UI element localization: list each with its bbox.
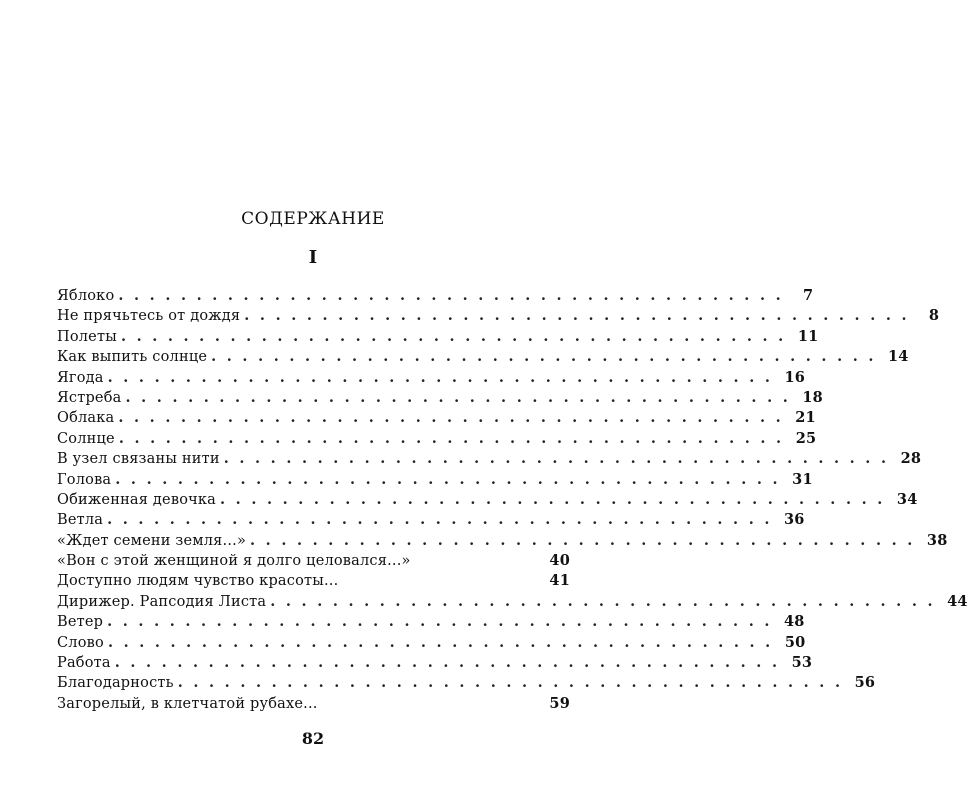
- toc-entry-title: Дирижер. Рапсодия Листа: [57, 594, 270, 610]
- page-number: 82: [301, 729, 325, 748]
- toc-entry: [57, 592, 968, 613]
- toc-entry-page: 21: [795, 409, 816, 427]
- toc-entry: [57, 287, 814, 307]
- toc-entry-title: Ветер: [57, 614, 107, 630]
- toc-entry: [57, 490, 918, 511]
- toc-entry-title: Загорелый, в клетчатой рубахе...: [57, 696, 322, 712]
- toc-entry-page: 41: [549, 572, 570, 590]
- toc-entry-page: 38: [926, 531, 948, 549]
- toc-entry-page: 11: [797, 327, 819, 345]
- toc-entry: [57, 409, 816, 429]
- dot-leader: ...........................................: [177, 674, 851, 692]
- dot-leader: ...........................................: [118, 429, 792, 447]
- toc-entry-title: Обиженная девочка: [57, 492, 220, 508]
- toc-entry: [57, 511, 805, 531]
- toc-entry-page: 28: [900, 450, 922, 468]
- toc-entry: [57, 429, 817, 450]
- toc-entry-page: 31: [792, 470, 813, 488]
- toc-entry-page: 50: [784, 633, 806, 651]
- dot-leader: ...........................................: [107, 368, 781, 386]
- dot-leader: ...........................................: [120, 327, 794, 345]
- toc-entry-title: Ягода: [57, 370, 108, 386]
- toc-entry-title: Яблоко: [57, 288, 118, 304]
- toc-entry-page: 34: [896, 490, 918, 508]
- dot-leader: ...........................................: [270, 592, 944, 610]
- toc-entry: [57, 348, 909, 368]
- toc-entry-title: Слово: [57, 635, 108, 651]
- toc-entry: [57, 552, 570, 572]
- toc-entry: [57, 470, 813, 491]
- toc-entry-title: Благодарность: [57, 675, 178, 691]
- toc-entry-title: Ветла: [57, 512, 107, 528]
- dot-leader: ...........................................: [125, 388, 799, 406]
- toc-entry: [57, 633, 806, 654]
- toc-entry-title: «Ждет семени земля...»: [57, 533, 250, 549]
- toc-entry-page: 40: [549, 552, 570, 570]
- toc-entry-title: Солнце: [57, 431, 119, 447]
- toc-entry-page: 14: [888, 348, 909, 366]
- toc-entry-title: Голова: [57, 472, 115, 488]
- dot-leader: ...........................................: [107, 511, 780, 529]
- dot-leader: ...........................................: [107, 633, 781, 651]
- dot-leader: ...........................................: [118, 409, 792, 427]
- toc-entry-page: 16: [784, 368, 806, 386]
- dot-leader: ...........................................: [244, 307, 918, 325]
- toc-entry-page: 8: [928, 307, 940, 325]
- toc-entry-page: 53: [791, 654, 813, 672]
- section-heading: I: [308, 247, 318, 268]
- toc-entry: [57, 327, 819, 348]
- toc-entry-page: 44: [947, 592, 968, 610]
- toc-entry-title: Ястреба: [57, 390, 126, 406]
- toc-entry: [57, 388, 823, 409]
- toc-entry: [57, 674, 876, 694]
- toc-entry-page: 56: [854, 674, 876, 692]
- toc-entry-title: Не прячьтесь от дождя: [57, 308, 244, 324]
- toc-entry-page: 36: [784, 511, 805, 529]
- dot-leader: ...........................................: [211, 348, 885, 366]
- dot-leader: ...........................................: [118, 287, 792, 304]
- dot-leader: ...........................................: [223, 450, 897, 468]
- toc-entry: [57, 572, 570, 592]
- toc-entry-title: «Вон с этой женщиной я долго целовался...»: [57, 553, 415, 569]
- dot-leader: ...........................................: [107, 613, 780, 631]
- toc-entry-page: 25: [795, 429, 817, 447]
- dot-leader: ...........................................: [114, 654, 788, 672]
- toc-entry: [57, 450, 922, 470]
- toc-entry-title: Облака: [57, 410, 118, 426]
- table-of-contents: [57, 287, 968, 715]
- toc-entry: [57, 307, 940, 327]
- dot-leader: ...........................................: [115, 470, 789, 488]
- toc-entry: [57, 695, 570, 715]
- toc-entry-title: Доступно людям чувство красоты...: [57, 573, 342, 589]
- toc-entry-title: Как выпить солнце: [57, 349, 211, 365]
- toc-entry-title: Работа: [57, 655, 115, 671]
- toc-entry: [57, 654, 813, 674]
- toc-entry-page: 48: [784, 613, 805, 631]
- dot-leader: ...........................................: [220, 490, 893, 508]
- dot-leader: ...........................................: [250, 531, 923, 549]
- toc-entry-page: 18: [802, 388, 823, 406]
- toc-entry-page: 7: [802, 287, 814, 304]
- toc-entry: [57, 531, 948, 552]
- page-title: СОДЕРЖАНИЕ: [241, 209, 385, 229]
- toc-entry-title: В узел связаны нити: [57, 451, 224, 467]
- toc-entry-title: Полеты: [57, 329, 121, 345]
- toc-entry: [57, 613, 805, 633]
- toc-entry: [57, 368, 806, 389]
- toc-entry-page: 59: [549, 694, 570, 712]
